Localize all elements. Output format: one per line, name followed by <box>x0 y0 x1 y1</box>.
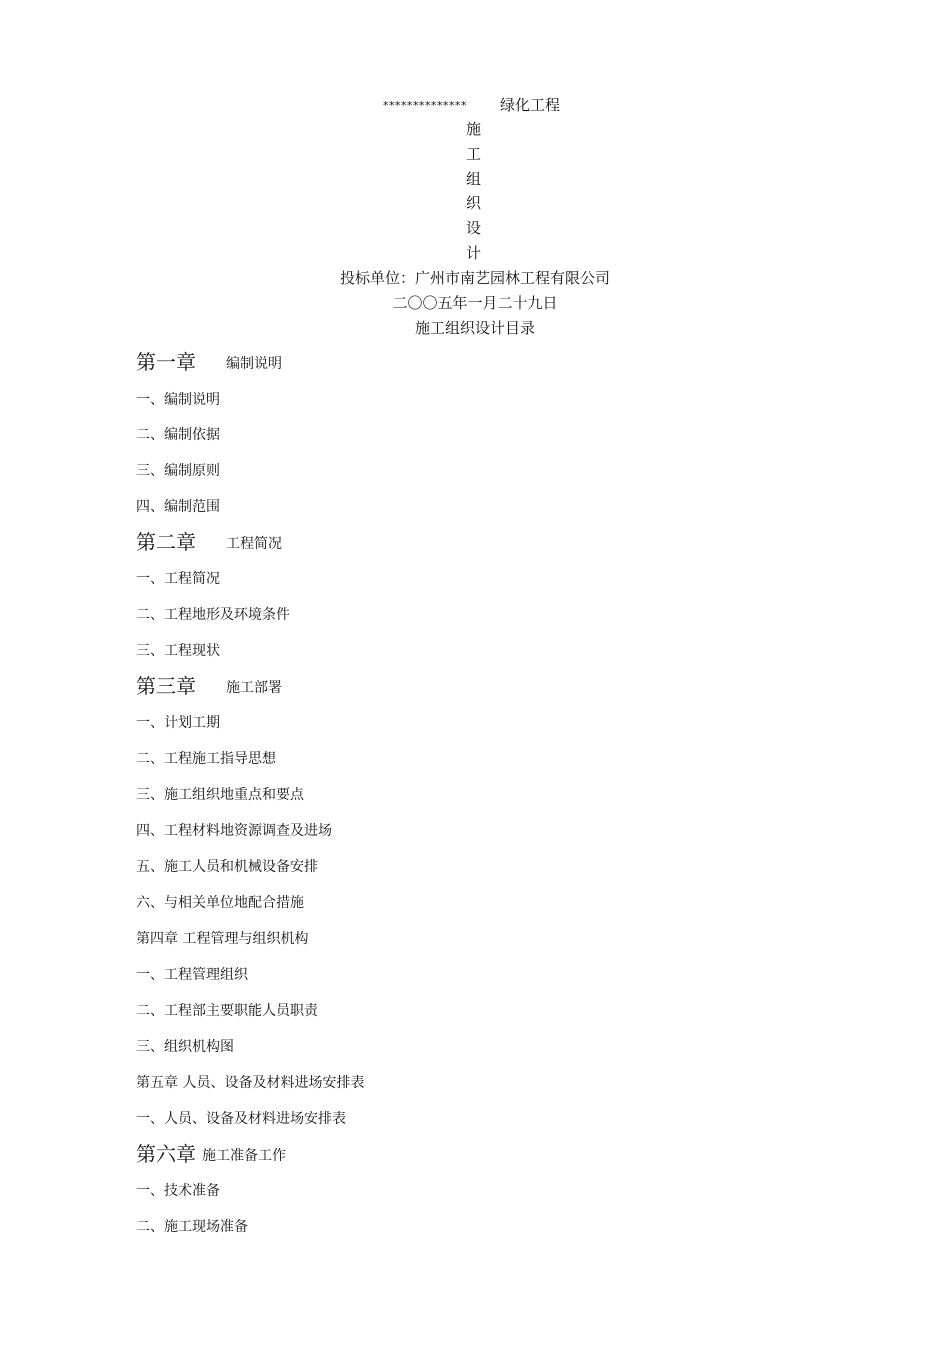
vertical-title-char: 组 <box>466 170 482 188</box>
chapter-5-heading: 第五章 人员、设备及材料进场安排表 <box>136 1075 365 1091</box>
toc-item: 二、工程地形及环境条件 <box>136 607 290 623</box>
toc-item: 三、编制原则 <box>136 463 220 479</box>
toc-item: 二、施工现场准备 <box>136 1219 248 1235</box>
toc-item: 一、技术准备 <box>136 1183 220 1199</box>
toc-item: 六、与相关单位地配合措施 <box>136 895 304 911</box>
toc-item: 四、编制范围 <box>136 499 220 515</box>
vertical-title-char: 设 <box>466 219 482 237</box>
chapter-6-number: 第六章 <box>136 1142 196 1166</box>
bidder-line: 投标单位：广州市南艺园林工程有限公司 <box>339 269 610 287</box>
toc-heading: 施工组织设计目录 <box>414 319 535 337</box>
title-stars: ************** <box>383 99 467 112</box>
project-name: 绿化工程 <box>500 96 561 114</box>
chapter-2-title: 工程简况 <box>226 536 282 552</box>
toc-item: 二、工程部主要职能人员职责 <box>136 1003 318 1019</box>
chapter-6-title: 施工准备工作 <box>202 1148 286 1164</box>
vertical-title-char: 施 <box>466 120 482 138</box>
toc-item: 一、人员、设备及材料进场安排表 <box>136 1111 346 1127</box>
chapter-3-number: 第三章 <box>136 674 196 698</box>
toc-item: 一、工程管理组织 <box>136 967 248 983</box>
vertical-title-char: 工 <box>466 145 482 163</box>
date-line: 二〇〇五年一月二十九日 <box>392 294 558 312</box>
toc-item: 一、工程简况 <box>136 571 220 587</box>
toc-item: 二、工程施工指导思想 <box>136 751 276 767</box>
chapter-3-title: 施工部署 <box>226 680 282 696</box>
chapter-1-title: 编制说明 <box>226 356 282 372</box>
vertical-title-char: 计 <box>466 244 482 262</box>
chapter-2-number: 第二章 <box>136 530 196 554</box>
toc-item: 二、编制依据 <box>136 427 220 443</box>
vertical-title-char: 织 <box>466 194 482 212</box>
toc-item: 三、工程现状 <box>136 643 220 659</box>
toc-item: 一、编制说明 <box>136 392 220 408</box>
chapter-4-heading: 第四章 工程管理与组织机构 <box>136 931 309 947</box>
toc-item: 五、施工人员和机械设备安排 <box>136 859 318 875</box>
toc-item: 一、计划工期 <box>136 715 220 731</box>
toc-item: 三、施工组织地重点和要点 <box>136 787 304 803</box>
chapter-1-number: 第一章 <box>136 350 196 374</box>
toc-item: 三、组织机构图 <box>136 1039 234 1055</box>
toc-item: 四、工程材料地资源调查及进场 <box>136 823 332 839</box>
